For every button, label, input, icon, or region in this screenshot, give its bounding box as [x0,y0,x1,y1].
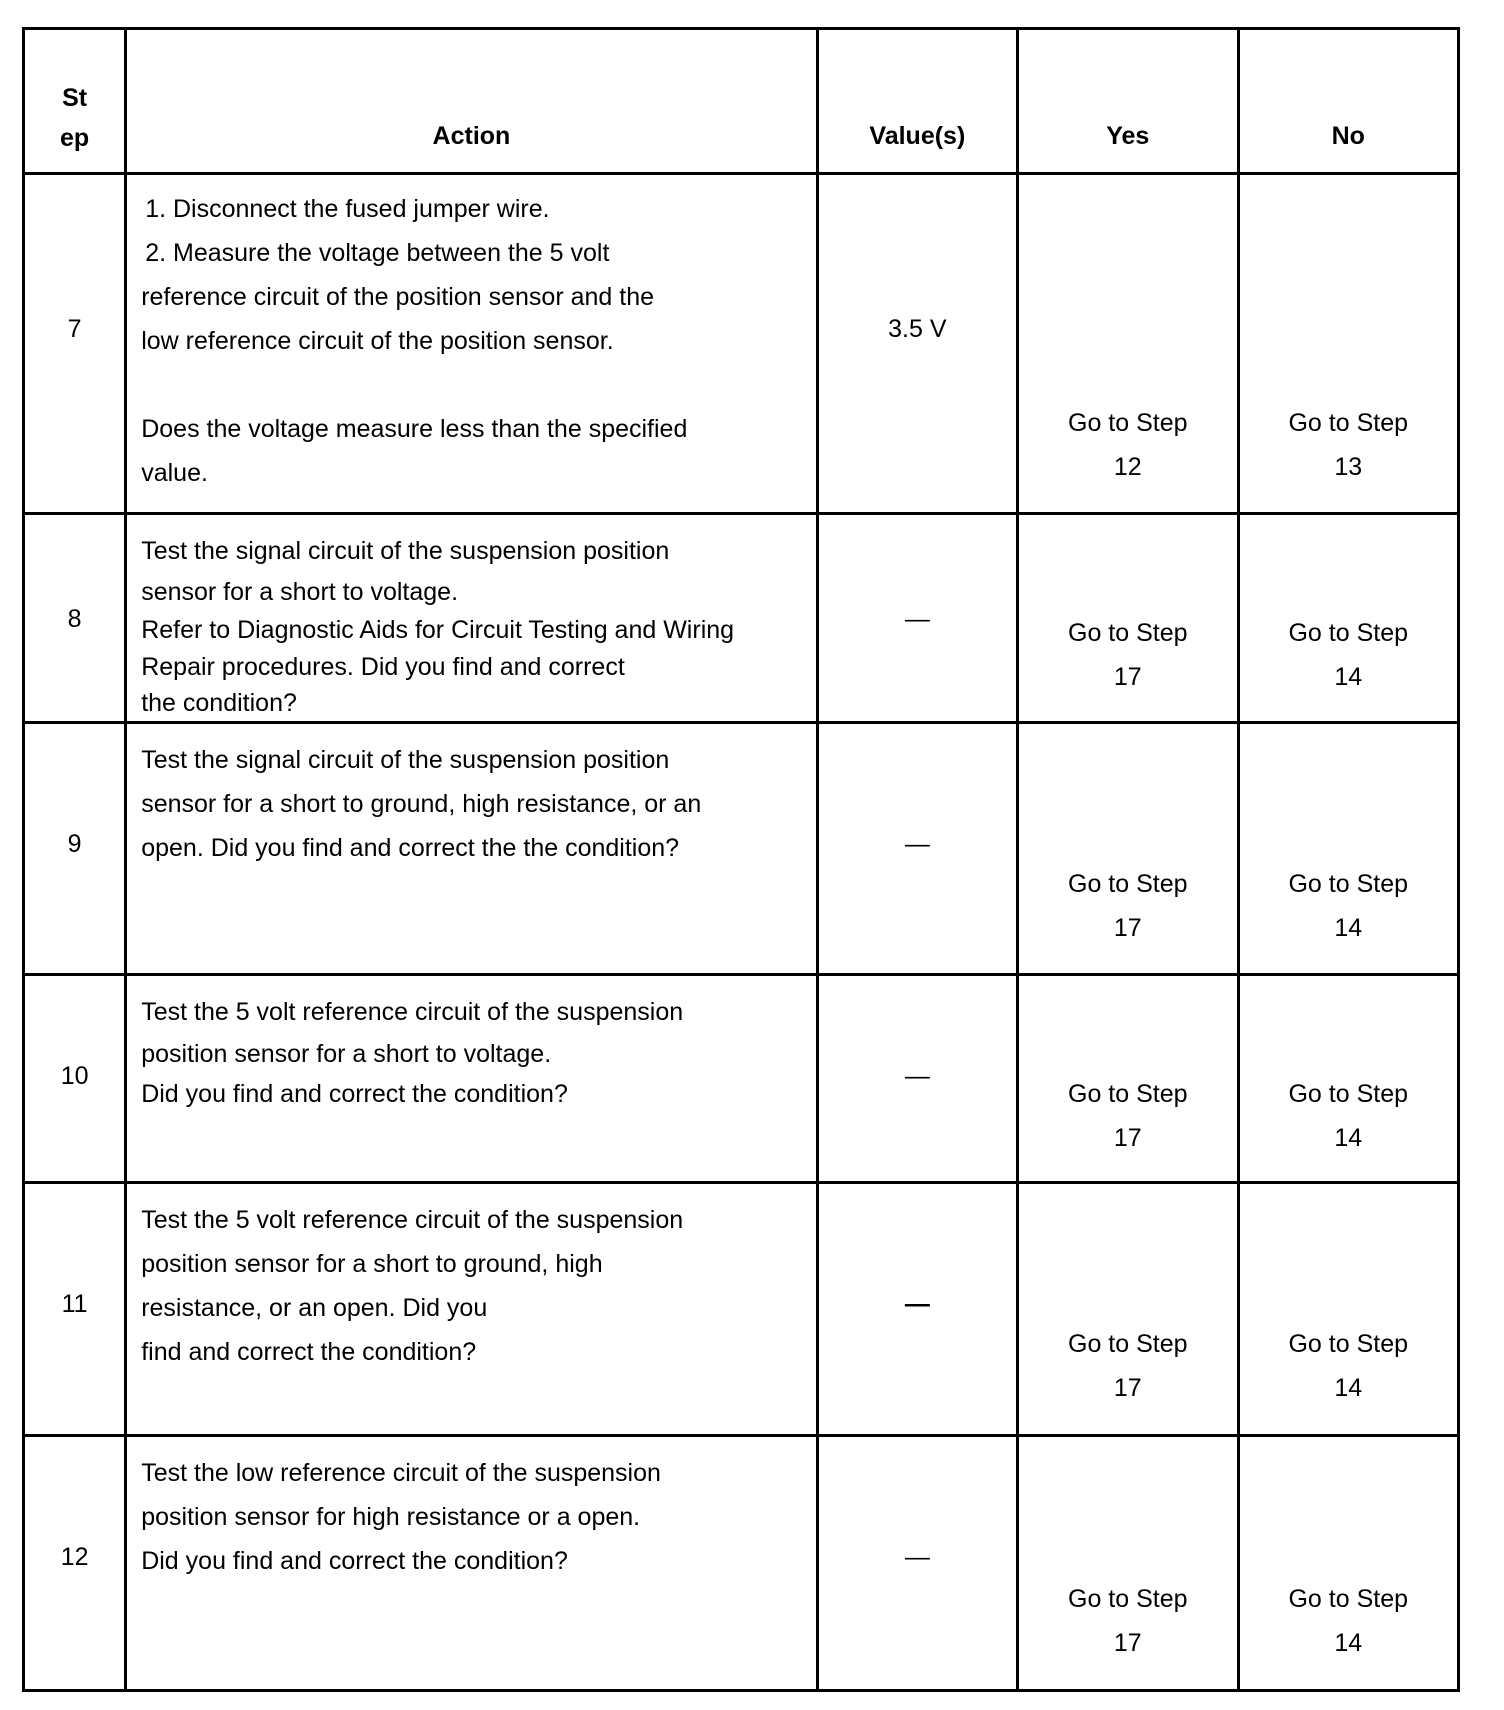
action-line: Does the voltage measure less than the specified [141,415,688,443]
no-goto-label: Go to Step [1288,1080,1409,1108]
action-line: position sensor for high resistance or a open. [141,1503,641,1531]
action-line: position sensor for a short to voltage. [141,1040,552,1068]
header-yes-label: Yes [1106,122,1150,150]
yes-goto [1019,1577,1236,1665]
action-cell [126,975,817,1183]
yes-goto-label: Go to Step [1068,1080,1188,1108]
action-cell [126,1436,817,1691]
action-line: value. [141,459,208,487]
action-line: Did you find and correct the condition? [141,1080,568,1108]
action-line: Test the signal circuit of the suspension position [141,746,670,774]
value-cell [817,514,1017,723]
step-number: 12 [60,1543,89,1571]
yes-goto-step: 17 [1113,1629,1142,1657]
value-cell [817,174,1017,514]
yes-goto [1019,1072,1236,1160]
action-text [141,738,805,870]
action-cell [126,174,817,514]
action-line: Refer to Diagnostic Aids for Circuit Testing and Wiring [141,616,735,644]
no-goto [1240,1072,1458,1160]
value-cell [817,723,1017,975]
step-cell [24,1183,126,1436]
action-text [141,990,805,1114]
yes-goto-step: 17 [1113,1374,1142,1402]
yes-cell [1018,1183,1238,1436]
yes-goto-label: Go to Step [1068,1585,1188,1613]
table-header-row [24,29,1459,174]
action-line: position sensor for a short to ground, high [141,1250,603,1278]
no-cell [1238,514,1459,723]
no-goto-label: Go to Step [1288,619,1409,647]
action-line: Test the 5 volt reference circuit of the suspension [141,998,684,1026]
yes-goto-step: 17 [1113,663,1142,691]
action-line: low reference circuit of the position sensor. [141,327,614,355]
header-step-part-2: ep [60,124,90,152]
no-goto-step: 14 [1334,1124,1363,1152]
step-cell [24,1436,126,1691]
action-line [141,363,805,407]
step-number: 8 [67,605,82,633]
yes-goto-step: 17 [1113,914,1142,942]
action-text [141,1198,805,1374]
value-text: — [904,605,930,633]
step-cell [24,514,126,723]
yes-goto [1019,862,1236,950]
no-cell [1238,1436,1459,1691]
diagnostic-table-sheet [22,27,1460,1689]
no-goto [1240,1322,1458,1410]
value-cell [817,1183,1017,1436]
table-row [24,1183,1459,1436]
yes-goto-step: 12 [1113,453,1142,481]
header-action-label: Action [432,122,511,150]
yes-goto [1019,1322,1236,1410]
yes-goto [1019,401,1236,489]
value-text: 3.5 V [888,315,947,343]
action-text [141,1451,805,1583]
value-cell [817,975,1017,1183]
header-step [24,29,126,174]
no-cell [1238,723,1459,975]
yes-goto-label: Go to Step [1068,619,1188,647]
no-cell [1238,1183,1459,1436]
yes-cell [1018,514,1238,723]
no-goto-label: Go to Step [1288,409,1409,437]
yes-goto-label: Go to Step [1068,870,1188,898]
no-goto-step: 13 [1334,453,1363,481]
no-goto [1240,1577,1458,1665]
no-goto-label: Go to Step [1288,870,1409,898]
action-line: open. Did you find and correct the the condition? [141,834,680,862]
header-no [1238,29,1459,174]
header-values [817,29,1017,174]
no-goto-step: 14 [1334,663,1363,691]
action-cell [126,723,817,975]
value-text: — [904,1290,930,1318]
yes-cell [1018,1436,1238,1691]
table-row [24,1436,1459,1691]
action-line: 1. Disconnect the fused jumper wire. [145,195,550,223]
header-values-label: Value(s) [869,122,966,150]
yes-goto-step: 17 [1113,1124,1142,1152]
action-text [141,529,805,721]
action-line: sensor for a short to ground, high resistance, or an [141,790,702,818]
action-line: 2. Measure the voltage between the 5 volt [145,239,610,267]
header-yes [1018,29,1238,174]
diagnostic-steps-table [22,27,1460,1692]
action-text [141,187,805,495]
no-goto-step: 14 [1334,914,1363,942]
yes-cell [1018,975,1238,1183]
action-line: Test the signal circuit of the suspension position [141,537,670,565]
action-line: reference circuit of the position sensor and the [141,283,654,311]
step-cell [24,723,126,975]
value-text: — [904,830,930,858]
action-line: sensor for a short to voltage. [141,578,459,606]
header-no-label: No [1331,122,1365,150]
table-row [24,514,1459,723]
step-cell [24,174,126,514]
step-cell [24,975,126,1183]
action-line: Test the 5 volt reference circuit of the suspension [141,1206,684,1234]
no-cell [1238,174,1459,514]
step-number: 11 [61,1290,88,1318]
no-goto [1240,611,1458,699]
table-row [24,174,1459,514]
value-text: — [904,1543,930,1571]
action-cell [126,1183,817,1436]
action-line: Did you find and correct the condition? [141,1547,568,1575]
yes-cell [1018,174,1238,514]
yes-goto [1019,611,1236,699]
action-cell [126,514,817,723]
no-goto-step: 14 [1334,1629,1363,1657]
value-cell [817,1436,1017,1691]
no-goto [1240,401,1458,489]
no-goto-step: 14 [1334,1374,1363,1402]
step-number: 7 [67,315,82,343]
step-number: 10 [60,1062,89,1090]
no-goto-label: Go to Step [1288,1330,1409,1358]
action-line: Test the low reference circuit of the suspension [141,1459,661,1487]
table-row [24,975,1459,1183]
action-line: Repair procedures. Did you find and correct [141,653,625,681]
yes-goto-label: Go to Step [1068,409,1188,437]
action-line: find and correct the condition? [141,1338,477,1366]
table-row [24,723,1459,975]
header-action [126,29,817,174]
no-goto-label: Go to Step [1288,1585,1409,1613]
no-goto [1240,862,1458,950]
header-step-part-1: St [62,84,88,112]
action-line: resistance, or an open. Did you [141,1294,488,1322]
yes-cell [1018,723,1238,975]
header-step-label [25,78,124,158]
no-cell [1238,975,1459,1183]
step-number: 9 [67,830,82,858]
value-text: — [904,1062,930,1090]
action-line: the condition? [141,689,297,717]
yes-goto-label: Go to Step [1068,1330,1188,1358]
